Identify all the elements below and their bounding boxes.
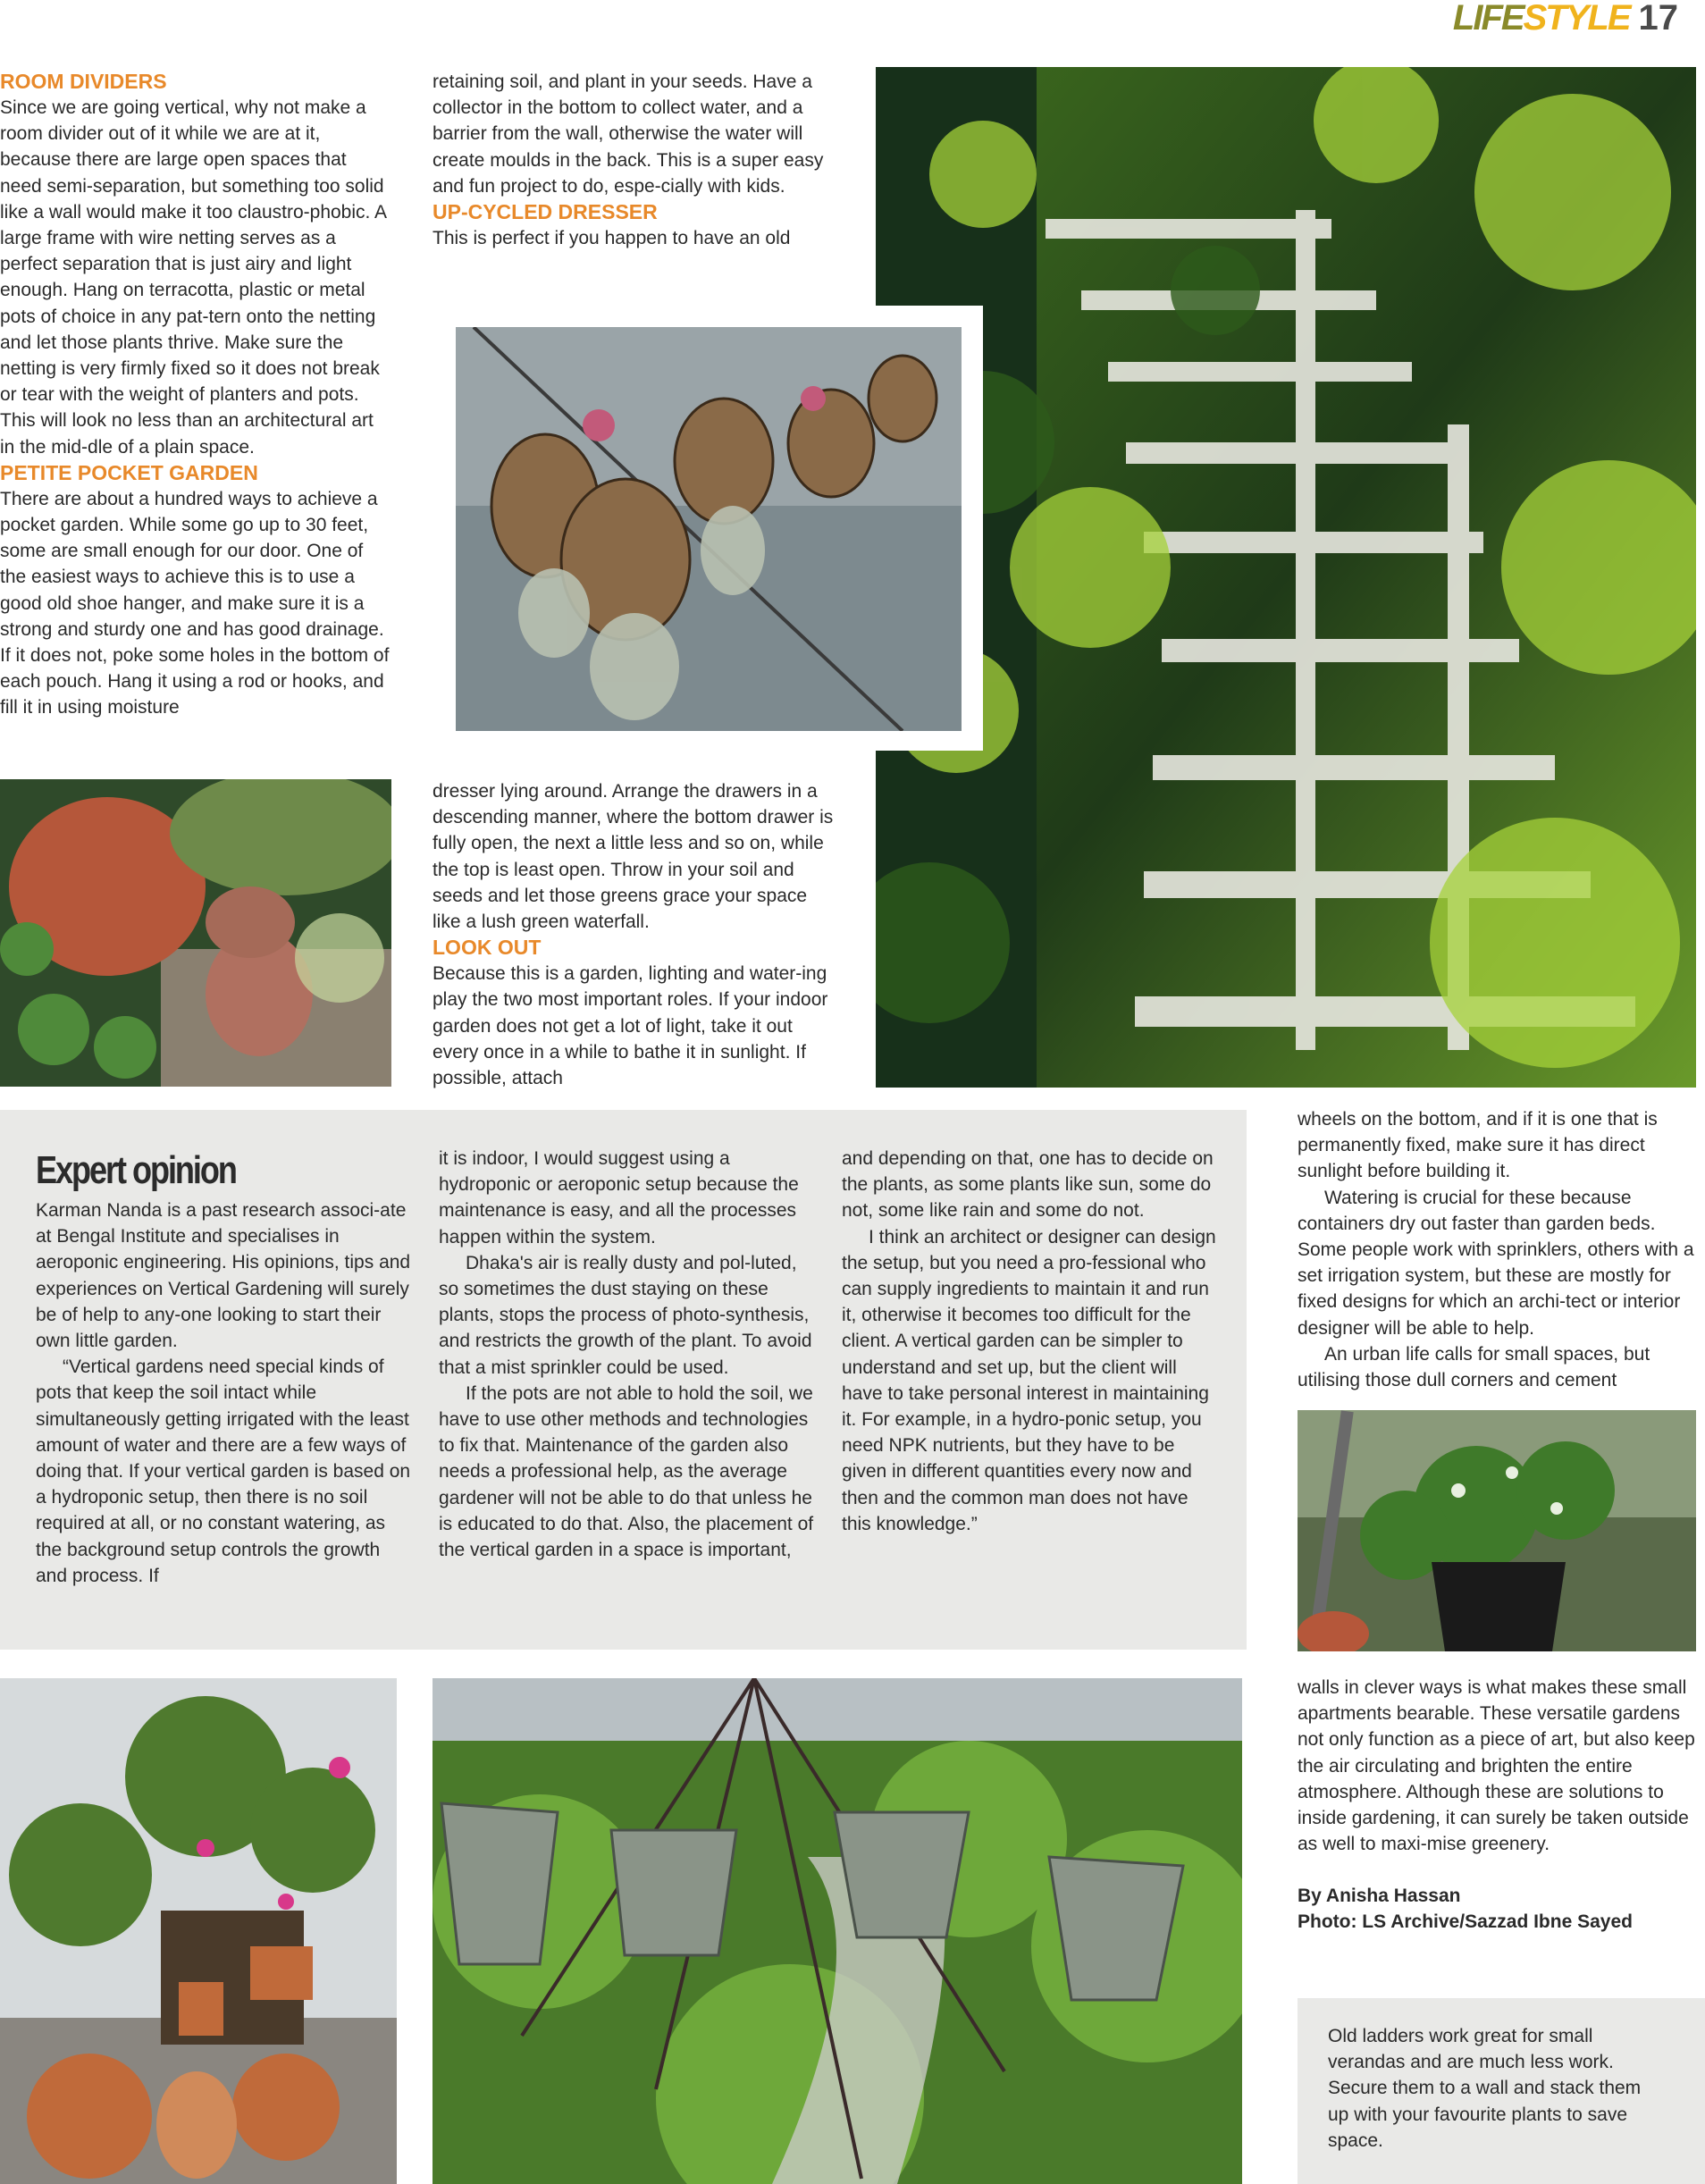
column-2-top — [433, 69, 835, 251]
pocket-garden-continued: retaining soil, and plant in your seeds. Have a collector in the bottom to collect water, and a barrier from the wall, otherwise the water will create moulds in the back. This is a super easy and fun project to do, espe-cially with kids. — [433, 71, 824, 197]
expert-quote-1: “Vertical gardens need special kinds of pots that keep the soil intact while simultaneously getting irrigated with the least amount of water and there are a few ways of doing that. If your vertical garden is based on a hydroponic setup, then there is no soil required at all, or no constant watering, as the background setup controls the growth and process. If — [36, 1357, 411, 1586]
column-1 — [0, 69, 393, 721]
ladder-tip-box — [1298, 1998, 1705, 2184]
expert-quote-5: and depending on that, one has to decide on the plants, as some plants like sun, some do not, some like rain and some do not. — [842, 1148, 1214, 1222]
watering-text: Watering is crucial for these because containers dry out faster than garden beds. Some people work with sprinklers, others with a set irrigation system, but these are mostly for fixed designs for which an archi-tect or interior designer will be able to help. — [1298, 1187, 1694, 1339]
expert-quote-6: I think an architect or designer can design the setup, but you need a pro-fessional who can supply ingredients to maintain it and run it, otherwise it becomes too difficult for the client. A vertical garden can be simpler to understand and set up, but the client will have to take personal interest in maintaining it. For example, in a hydro-ponic setup, you need NPK nutrients, but they have to be given in different quantities every now and then and the common man does not have this knowledge.” — [842, 1226, 1216, 1534]
pocket-garden-text: There are about a hundred ways to achieve a pocket garden. While some go up to 30 feet, some are small enough for our door. One of the easiest ways to achieve this is to use a good old shoe hanger, and make sure it is a strong and sturdy one and has good drainage. If it does not, poke some holes in the bottom of each pouch. Hang it using a rod or hooks, and fill it in using moisture — [0, 488, 390, 718]
hanging-ceramic-pots-photo — [433, 1678, 1242, 2184]
hanging-pots-photo-frame — [438, 306, 983, 751]
byline: By Anisha Hassan — [1298, 1886, 1461, 1907]
expert-opinion-title: Expert opinion — [36, 1148, 236, 1192]
expert-column-1 — [36, 1149, 411, 1589]
right-column-bottom — [1298, 1675, 1696, 1935]
heading-room-dividers: ROOM DIVIDERS — [0, 70, 167, 93]
masthead-style: STYLE — [1523, 0, 1630, 38]
urban-life-continued: walls in clever ways is what makes these small apartments bearable. These versatile gardens not only function as a piece of art, but also keep the air circulating and brighten the entire atmosphere. Although these are solutions to inside gardening, it can surely be taken outside as well to maxi-mise greenery. — [1298, 1677, 1695, 1855]
ladder-tip-text: Old ladders work great for small verandas and are much less work. Secure them to a wall and stack them up with your favourite plants to save space. — [1328, 2026, 1642, 2151]
expert-quote-2: it is indoor, I would suggest using a hydroponic or aeroponic setup because the maintenance is easy, and all the processes happen within the system. — [439, 1148, 799, 1247]
terracotta-elephant-pot-photo — [0, 779, 391, 1087]
column-2-bottom — [433, 778, 835, 1091]
dresser-text-continued: dresser lying around. Arrange the drawers in a descending manner, where the bottom drawer is fully open, the next a little less and so on, while the top is least open. Throw in your soil and seeds and let those greens grace your space like a lush green waterfall. — [433, 781, 834, 933]
hanging-pots-photo — [456, 327, 962, 731]
expert-quote-4: If the pots are not able to hold the soil, we have to use other methods and technologies to fix that. Maintenance of the garden also needs a professional help, as the average gardener will not be able to do that unless he is educated to do that. Also, the placement of the vertical garden in a space is important, — [439, 1382, 814, 1561]
room-dividers-text: Since we are going vertical, why not make a room divider out of it while we are at it, because there are large open spaces that need semi-separation, but something too solid like a wall would make it too claustro-phobic. A large frame with wire netting serves as a perfect separation that is just airy and light enough. Hang on terracotta, plastic or metal pots of choice in any pat-tern onto the netting and let those plants thrive. Make sure the netting is very firmly fixed so it does not break or tear with the weight of planters and pots. This will look no less than an architectural art in the mid-dle of a plain space. — [0, 97, 386, 458]
heading-petite-pocket-garden: PETITE POCKET GARDEN — [0, 460, 258, 484]
expert-quote-3: Dhaka's air is really dusty and pol-luted, so sometimes the dust staying on these plants, stops the process of photo-synthesis, and restricts the growth of the plant. To avoid that a mist sprinkler could be used. — [439, 1252, 812, 1378]
masthead — [1453, 0, 1678, 36]
urban-life-text: An urban life calls for small spaces, but utilising those dull corners and cement — [1298, 1343, 1650, 1391]
expert-opinion-box — [0, 1110, 1247, 1650]
heading-up-cycled-dresser: UP-CYCLED DRESSER — [433, 200, 658, 224]
heading-look-out: LOOK OUT — [433, 936, 542, 960]
potted-plant-photo — [1298, 1410, 1696, 1651]
page-number: 17 — [1638, 0, 1678, 38]
dresser-text-start: This is perfect if you happen to have an old — [433, 228, 791, 249]
expert-column-3 — [842, 1146, 1217, 1537]
vertical-garden-staircase-photo — [876, 67, 1696, 1088]
expert-intro: Karman Nanda is a past research associ-ate at Bengal Institute and specialises in aeroponic engineering. His opinions, tips and experiences on Vertical Gardening will surely be of help to any-one looking to start their own little garden. — [36, 1200, 411, 1352]
right-column-top — [1298, 1106, 1696, 1393]
masthead-life: LIFE — [1452, 0, 1524, 38]
wheels-text: wheels on the bottom, and if it is one that is permanently fixed, make sure it has direct sunlight before building it. — [1298, 1109, 1658, 1182]
look-out-text: Because this is a garden, lighting and water-ing play the two most important roles. If your indoor garden does not get a lot of light, take it out every once in a while to bathe it in sunlight. If possible, attach — [433, 963, 828, 1089]
terrace-pots-photo — [0, 1678, 397, 2184]
expert-column-2 — [439, 1146, 814, 1563]
photo-credit: Photo: LS Archive/Sazzad Ibne Sayed — [1298, 1911, 1633, 1933]
